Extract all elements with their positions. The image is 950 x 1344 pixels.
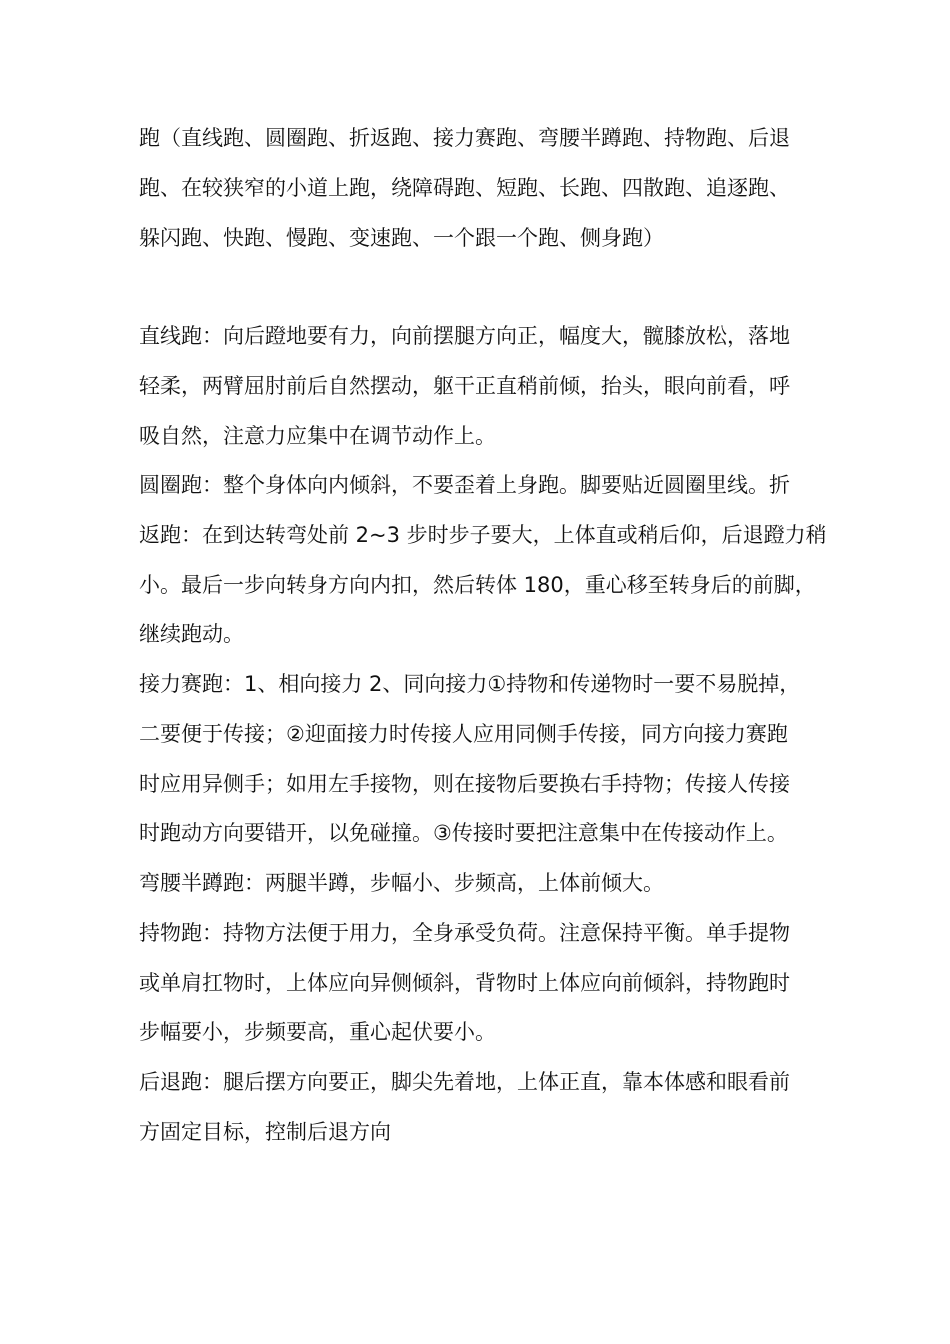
text-line: 继续跑动。 xyxy=(139,622,244,646)
text-line: 直线跑：向后蹬地要有力，向前摆腿方向正，幅度大，髋膝放松，落地 xyxy=(139,324,790,348)
text-line: 轻柔，两臂屈肘前后自然摆动，躯干正直稍前倾，抬头，眼向前看，呼 xyxy=(139,374,790,398)
text-line: 方固定目标，控制后退方向 xyxy=(139,1120,391,1144)
text-line: 时跑动方向要错开，以免碰撞。③传接时要把注意集中在传接动作上。 xyxy=(139,821,788,845)
text-line: 接力赛跑：1、相向接力 2、同向接力①持物和传递物时一要不易脱掉， xyxy=(139,672,801,696)
text-line: 吸自然，注意力应集中在调节动作上。 xyxy=(139,424,496,448)
text-line: 圆圈跑：整个身体向内倾斜，不要歪着上身跑。脚要贴近圆圈里线。折 xyxy=(139,473,790,497)
text-line: 后退跑：腿后摆方向要正，脚尖先着地，上体正直，靠本体感和眼看前 xyxy=(139,1070,790,1094)
text-line: 二要便于传接；②迎面接力时传接人应用同侧手传接，同方向接力赛跑 xyxy=(139,722,788,746)
text-line: 步幅要小，步频要高，重心起伏要小。 xyxy=(139,1020,496,1044)
text-line: 躲闪跑、快跑、慢跑、变速跑、一个跟一个跑、侧身跑） xyxy=(139,226,664,250)
text-line: 弯腰半蹲跑：两腿半蹲，步幅小、步频高，上体前倾大。 xyxy=(139,871,664,895)
text-line: 返跑：在到达转弯处前 2~3 步时步子要大，上体直或稍后仰，后退蹬力稍 xyxy=(139,523,827,547)
text-line: 小。最后一步向转身方向内扣，然后转体 180，重心移至转身后的前脚， xyxy=(139,573,816,597)
text-line: 跑、在较狭窄的小道上跑，绕障碍跑、短跑、长跑、四散跑、追逐跑、 xyxy=(139,176,790,200)
text-line: 持物跑：持物方法便于用力，全身承受负荷。注意保持平衡。单手提物 xyxy=(139,921,790,945)
text-line: 跑（直线跑、圆圈跑、折返跑、接力赛跑、弯腰半蹲跑、持物跑、后退 xyxy=(139,126,790,150)
text-line: 或单肩扛物时，上体应向异侧倾斜，背物时上体应向前倾斜，持物跑时 xyxy=(139,971,790,995)
text-line: 时应用异侧手；如用左手接物，则在接物后要换右手持物；传接人传接 xyxy=(139,772,790,796)
